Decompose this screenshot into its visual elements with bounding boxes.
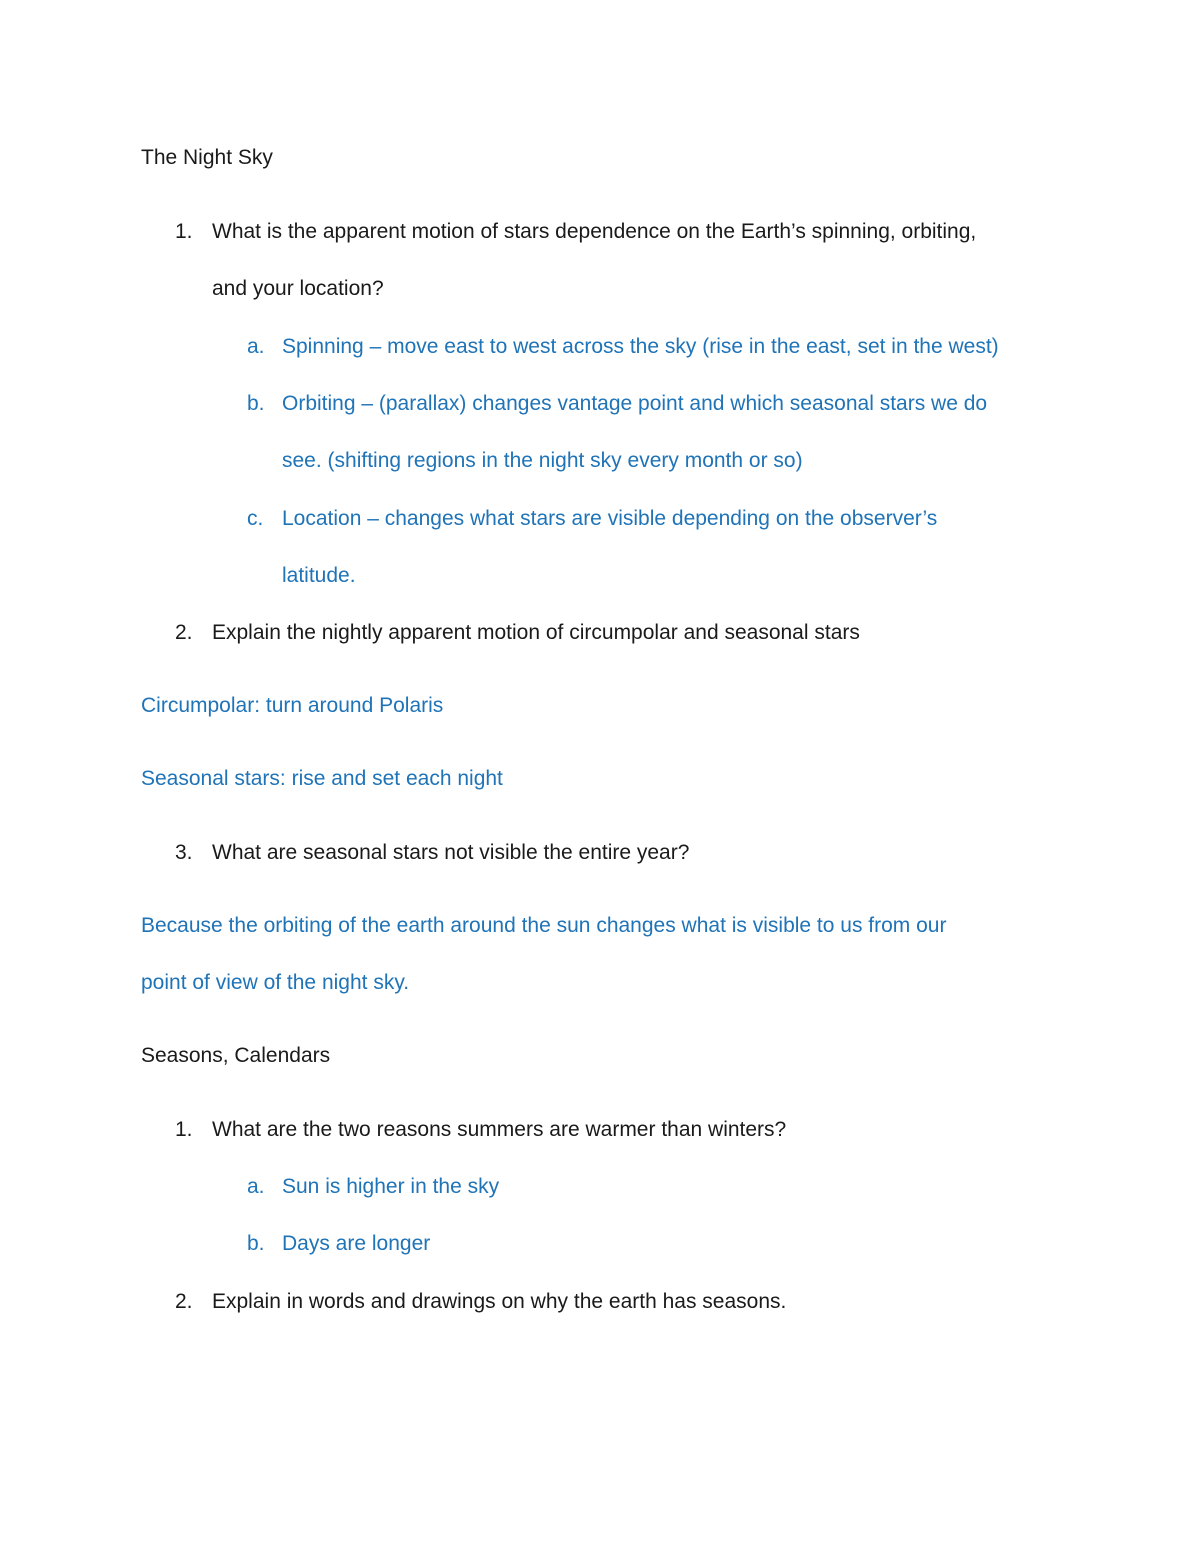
- question-text: What is the apparent motion of stars dependence on the Earth’s spinning, orbiting,: [212, 220, 977, 243]
- answer-seasonal-stars: Seasonal stars: rise and set each night: [141, 767, 503, 790]
- section-heading-night-sky: The Night Sky: [141, 146, 273, 169]
- answer-text: Because the orbiting of the earth around the sun changes what is visible to us from our: [141, 914, 947, 937]
- question-text: Explain the nightly apparent motion of circumpolar and seasonal stars: [212, 621, 860, 644]
- answer-text: Spinning – move east to west across the sky (rise in the east, set in the west): [282, 335, 999, 358]
- answer-text-continued: see. (shifting regions in the night sky every month or so): [282, 449, 803, 472]
- answer-text: Days are longer: [282, 1232, 431, 1255]
- answer-letter: a.: [247, 1175, 265, 1198]
- question-number: 3.: [175, 841, 193, 864]
- question-text: What are seasonal stars not visible the entire year?: [212, 841, 690, 864]
- section-heading-seasons: Seasons, Calendars: [141, 1044, 331, 1067]
- question-number: 1.: [175, 220, 193, 243]
- question-text-continued: and your location?: [212, 277, 384, 300]
- question-number: 2.: [175, 1290, 193, 1313]
- answer-letter: b.: [247, 392, 265, 415]
- answer-text: Orbiting – (parallax) changes vantage point and which seasonal stars we do: [282, 392, 988, 415]
- answer-text: Location – changes what stars are visible depending on the observer’s: [282, 507, 938, 530]
- question-number: 1.: [175, 1118, 193, 1141]
- question-text: What are the two reasons summers are warmer than winters?: [212, 1118, 787, 1141]
- answer-letter: c.: [247, 507, 264, 530]
- answer-circumpolar: Circumpolar: turn around Polaris: [141, 694, 444, 717]
- answer-text: Sun is higher in the sky: [282, 1175, 500, 1198]
- answer-letter: b.: [247, 1232, 265, 1255]
- answer-letter: a.: [247, 335, 265, 358]
- answer-text-continued: point of view of the night sky.: [141, 971, 410, 994]
- answer-text-continued: latitude.: [282, 564, 356, 587]
- question-number: 2.: [175, 621, 193, 644]
- question-text: Explain in words and drawings on why the earth has seasons.: [212, 1290, 787, 1313]
